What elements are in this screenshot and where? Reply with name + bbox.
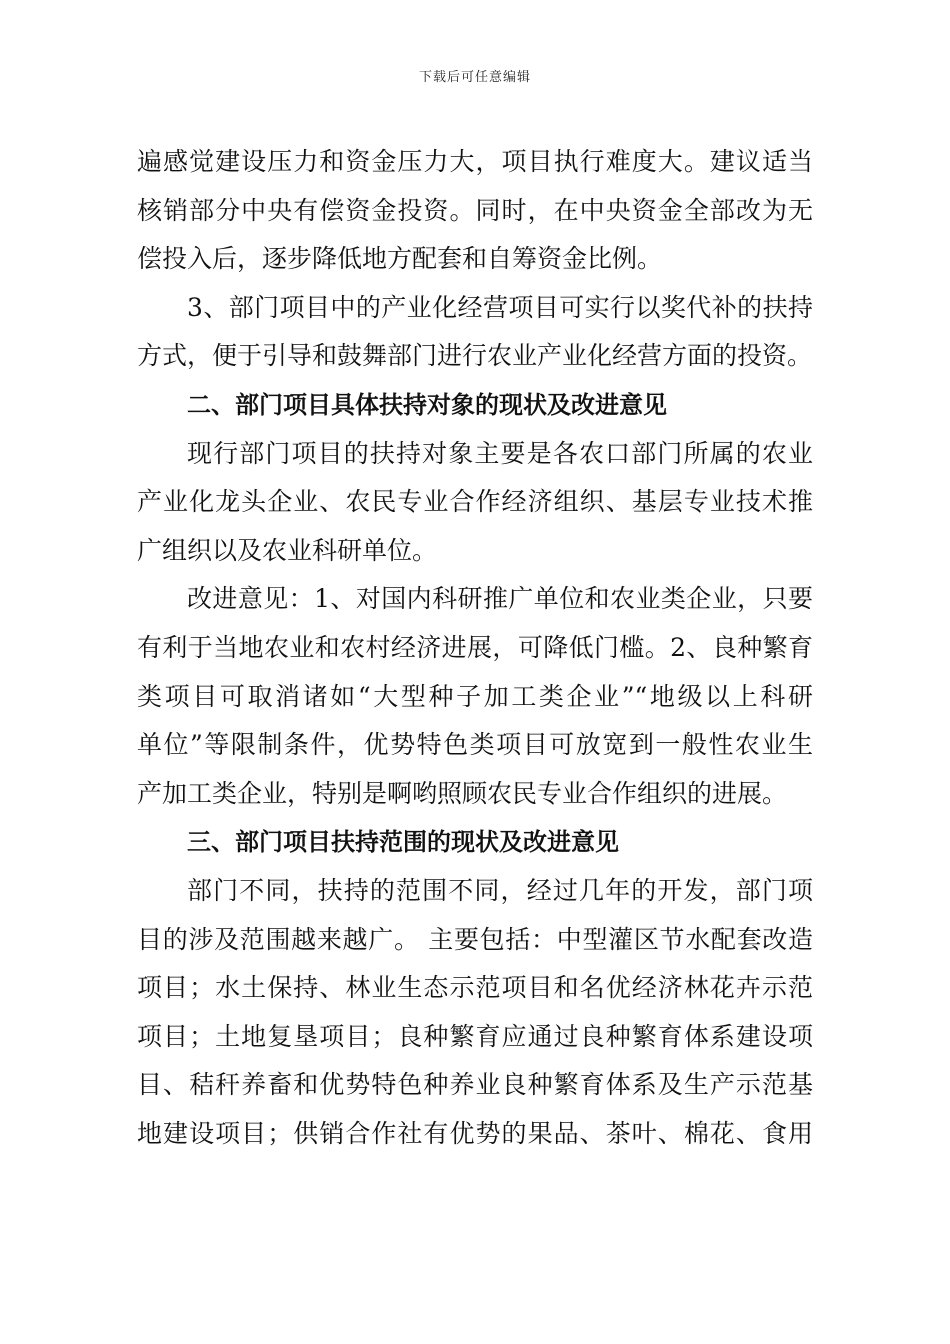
text-line: 单位”等限制条件，优势特色类项目可放宽到一般性农业生	[137, 730, 813, 760]
text-line: 目的涉及范围越来越广。 主要包括：中型灌区节水配套改造	[137, 924, 813, 954]
text-line: 核销部分中央有偿资金投资。同时，在中央资金全部改为无	[137, 195, 813, 225]
paragraph	[137, 430, 813, 576]
text-line: 偿投入后，逐步降低地方配套和自筹资金比例。	[137, 244, 663, 274]
paragraph	[137, 284, 813, 381]
text-line: 类项目可取消诸如“大型种子加工类企业”“地级以上科研	[137, 681, 813, 711]
text-line: 现行部门项目的扶持对象主要是各农口部门所属的农业	[187, 438, 813, 468]
text-line: 部门不同，扶持的范围不同，经过几年的开发，部门项	[187, 875, 813, 905]
paragraph	[137, 575, 813, 818]
text-line: 目、秸秆养畜和优势特色种养业良种繁育体系及生产示范基	[137, 1070, 813, 1100]
section-heading-text: 三、部门项目扶持范围的现状及改进意见	[187, 828, 619, 857]
section-heading	[137, 381, 813, 430]
page-header: 下载后可任意编辑	[418, 70, 531, 85]
section-heading-text: 二、部门项目具体扶持对象的现状及改进意见	[187, 390, 667, 419]
document-body	[137, 138, 813, 1158]
text-line: 项目；水土保持、林业生态示范项目和名优经济林花卉示范	[137, 973, 813, 1003]
text-line: 改进意见：1、对国内科研推广单位和农业类企业，只要	[187, 584, 813, 614]
section-heading	[137, 818, 813, 867]
text-line: 项目；土地复垦项目；良种繁育应通过良种繁育体系建设项	[137, 1021, 813, 1051]
paragraph	[137, 867, 813, 1159]
text-line: 广组织以及农业科研单位。	[137, 535, 438, 565]
text-line: 地建设项目；供销合作社有优势的果品、茶叶、棉花、食用	[137, 1118, 813, 1148]
text-line: 3、部门项目中的产业化经营项目可实行以奖代补的扶持	[187, 292, 813, 322]
text-line: 有利于当地农业和农村经济进展，可降低门槛。2、良种繁育	[137, 632, 813, 662]
text-line: 遍感觉建设压力和资金压力大，项目执行难度大。建议适当	[137, 147, 813, 176]
text-line: 产业化龙头企业、农民专业合作经济组织、基层专业技术推	[137, 487, 813, 517]
paragraph	[137, 138, 813, 284]
text-line: 方式，便于引导和鼓舞部门进行农业产业化经营方面的投资。	[137, 341, 813, 371]
text-line: 产加工类企业，特别是啊哟照顾农民专业合作组织的进展。	[137, 778, 788, 808]
